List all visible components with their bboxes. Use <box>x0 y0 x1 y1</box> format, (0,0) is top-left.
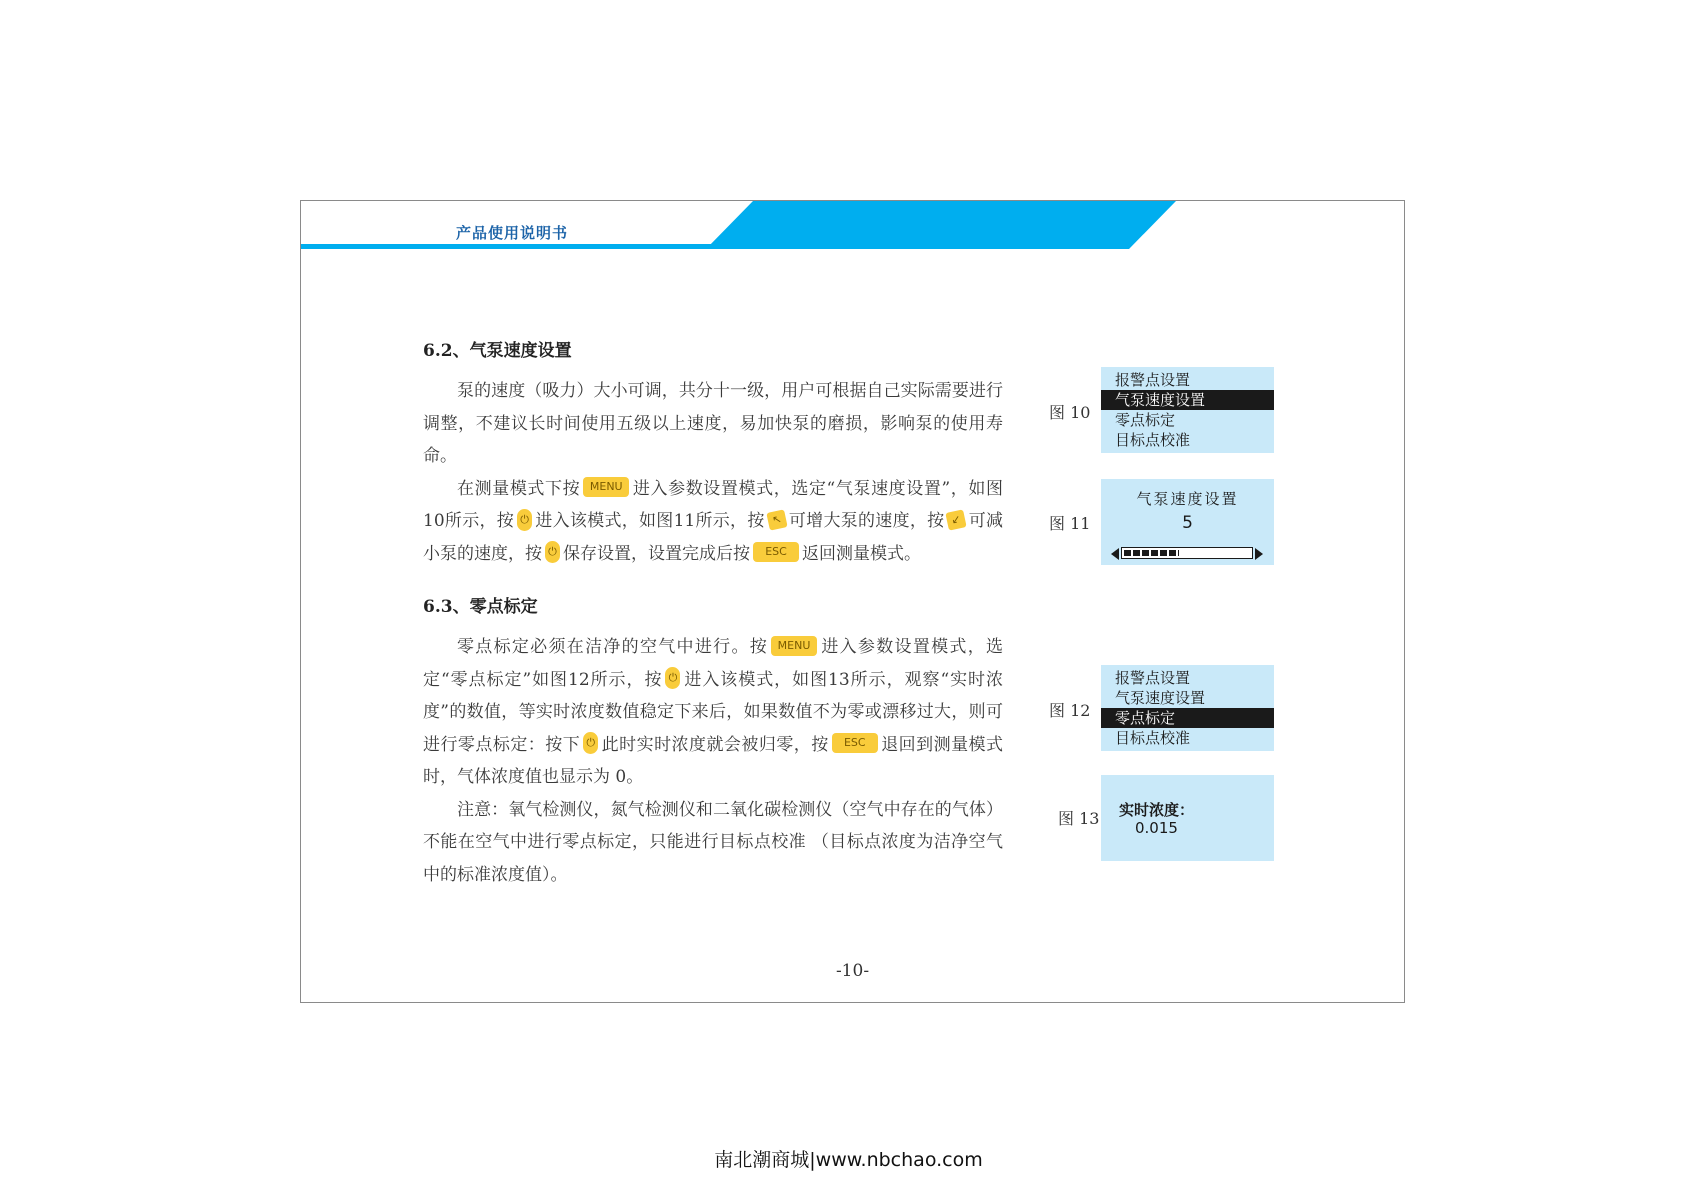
section-heading-6-3: 6.3、零点标定 <box>423 597 538 617</box>
figure-label-13: 图 13 <box>1058 809 1100 828</box>
power-key-icon: ⏻ <box>665 667 680 689</box>
menu-item: 目标点校准 <box>1115 431 1191 449</box>
menu-item: 零点标定 <box>1115 411 1176 429</box>
speed-bar-frame <box>1121 547 1253 559</box>
paragraph-6-2-2 <box>423 473 1003 571</box>
page-number: -10- <box>835 961 870 981</box>
paragraph-6-3-2: 注意：氧气检测仪，氮气检测仪和二氧化碳检测仪（空气中存在的气体）不能在空气中进行零点标定，只能进行目标点校准 （目标点浓度为洁净空气中的标准浓度值）。 <box>423 799 1003 885</box>
manual-page <box>300 200 1405 1003</box>
menu-item: 目标点校准 <box>1115 729 1191 747</box>
power-key-icon: ⏻ <box>545 541 560 563</box>
figure-label-10: 图 10 <box>1049 403 1091 422</box>
text: 进入参数设置模式，选定“零点标定”如图12所示，按 <box>423 637 1004 690</box>
menu-key-icon: MENU <box>771 636 817 656</box>
speed-bar <box>1111 547 1263 561</box>
section-heading-6-2: 6.2、气泵速度设置 <box>423 341 572 361</box>
esc-key-icon: ESC <box>832 733 878 753</box>
figure-label-11: 图 11 <box>1049 514 1091 533</box>
lcd-figure-11 <box>1101 479 1274 565</box>
menu-item-selected: 气泵速度设置 <box>1101 390 1274 410</box>
paragraph-6-2-1: 泵的速度（吸力）大小可调，共分十一级，用户可根据自己实际需要进行调整，不建议长时间使用五级以上速度，易加快泵的磨损，影响泵的使用寿命。 <box>423 381 1003 466</box>
menu-key-icon: MENU <box>583 477 629 497</box>
lcd-figure-10 <box>1101 367 1274 453</box>
lcd-figure-12 <box>1101 665 1274 751</box>
menu-item: 报警点设置 <box>1115 371 1191 389</box>
paragraph-6-3-1 <box>423 631 1003 794</box>
power-key-icon: ⏻ <box>583 732 598 754</box>
text: 退回到测量模式时，气体浓度值也显示为 0。 <box>423 734 1004 787</box>
text: 可减小泵的速度，按 <box>423 511 1003 564</box>
main-content <box>423 336 1003 891</box>
figure-label-12: 图 12 <box>1049 701 1091 720</box>
text: 保存设置，设置完成后按 <box>563 543 750 564</box>
power-key-icon: ⏻ <box>517 509 532 531</box>
up-key-icon: ↖ <box>766 509 787 530</box>
menu-item-selected: 零点标定 <box>1101 708 1274 728</box>
menu-item: 报警点设置 <box>1115 669 1191 687</box>
speed-value: 5 <box>1182 513 1193 533</box>
arrow-left-icon <box>1111 548 1119 560</box>
arrow-right-icon <box>1255 548 1263 560</box>
down-key-icon: ↙ <box>946 509 967 530</box>
text: 此时实时浓度就会被归零，按 <box>601 734 829 755</box>
lcd-figure-13 <box>1101 775 1274 861</box>
text: 进入该模式，如图11所示，按 <box>535 511 765 531</box>
speed-bar-fill <box>1124 550 1179 556</box>
esc-key-icon: ESC <box>753 542 799 562</box>
concentration-value: 0.015 <box>1135 819 1178 837</box>
header-band-shape <box>706 201 1176 249</box>
text: 返回测量模式。 <box>802 543 921 564</box>
header-band-line <box>301 244 731 249</box>
text: 进入参数设置模式，选定“气泵速度设置”，如图10所示，按 <box>423 478 1004 531</box>
lcd-title: 气泵速度设置 <box>1136 490 1239 508</box>
header-title: 产品使用说明书 <box>456 224 569 242</box>
text: 零点标定必须在洁净的空气中进行。按 <box>457 637 769 657</box>
text: 在测量模式下按 <box>457 478 581 499</box>
menu-item: 气泵速度设置 <box>1115 689 1206 707</box>
watermark: 南北潮商城|www.nbchao.com <box>714 1149 983 1171</box>
concentration-label: 实时浓度： <box>1119 801 1195 819</box>
text: 可增大泵的速度，按 <box>788 511 945 531</box>
text: 进入该模式，如图13所示，观察“实时浓度”的数值，等实时浓度数值稳定下来后，如果数值不为零或漂移过大，则可进行零点标定：按下 <box>423 669 1004 755</box>
